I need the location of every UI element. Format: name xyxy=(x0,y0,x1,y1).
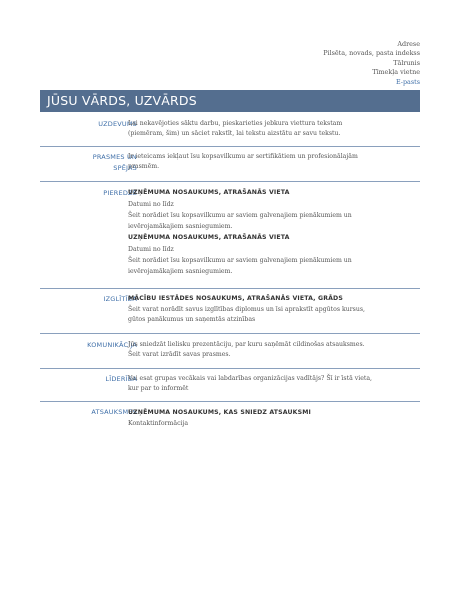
reference-title: UZŅĒMUMA NOSAUKUMS, KAS SNIEDZ ATSAUKSMI xyxy=(128,409,311,416)
skills-label-line1: PRASMES UN xyxy=(92,153,137,161)
contact-city: Pilsēta, novads, pasta indekss xyxy=(323,49,420,58)
job-description: Šeit norādiet īsu kopsavilkumu ar saviem galvenajiem pienākumiem un ievērojamākajiem sasniegumiem. xyxy=(128,257,352,275)
contact-phone: Tālrunis xyxy=(393,58,420,67)
name-banner xyxy=(40,90,420,112)
contact-website: Tīmekļa vietne xyxy=(372,68,420,77)
job-description: Šeit norādiet īsu kopsavilkumu ar saviem galvenajiem pienākumiem un ievērojamākajiem sasniegumiem. xyxy=(128,212,352,230)
section-label-experience: PIEREDZE xyxy=(103,189,137,197)
section-divider xyxy=(40,401,420,402)
section-divider xyxy=(40,181,420,182)
contact-email: E-pasts xyxy=(396,77,420,86)
section-content-objective xyxy=(128,119,376,139)
job-title: UZŅĒMUMA NOSAUKUMS, ATRAŠANĀS VIETA xyxy=(128,189,290,196)
section-label-communication: KOMUNIKĀCIJA xyxy=(87,341,137,349)
section-content-skills xyxy=(128,152,376,172)
section-content-references xyxy=(128,407,376,429)
section-content-communication xyxy=(128,340,376,360)
section-content-education xyxy=(128,294,376,325)
contact-block xyxy=(323,40,420,87)
section-label-skills xyxy=(40,152,137,174)
section-label-objective: UZDEVUMS xyxy=(98,120,137,128)
section-divider xyxy=(40,333,420,334)
section-divider xyxy=(40,288,420,289)
reference-contact: Kontaktinformācija xyxy=(128,420,189,427)
section-label-education: IZGLĪTĪBA xyxy=(103,295,137,303)
job-dates: Datumi no līdz xyxy=(128,200,174,208)
education-text: Šeit varat norādīt savus izglītības diplomus un īsi aprakstīt apgūtos kursus, gūtos panākumus un saņemtās atzinības xyxy=(128,306,365,323)
contact-address: Adrese xyxy=(397,40,420,48)
section-label-references: ATSAUKSMES xyxy=(91,408,137,416)
leadership-text: Vai esat grupas vecākais vai labdarības organizācijas vadītājs? Šī ir īstā vieta, kur par to informēt xyxy=(128,375,372,392)
communication-text: Jūs sniedzāt lielisku prezentāciju, par kuru saņēmāt cildinošas atsauksmes. Šeit varat izrādīt savas prasmes. xyxy=(128,341,365,358)
section-label-leadership: LĪDERĪBA xyxy=(105,375,137,383)
section-divider xyxy=(40,368,420,369)
section-divider xyxy=(40,146,420,147)
job-dates: Datumi no līdz xyxy=(128,245,174,253)
skills-label-line2: SPĒJAS xyxy=(113,164,137,172)
resume-name: JŪSU VĀRDS, UZVĀRDS xyxy=(47,93,197,108)
skills-text: Ir ieteicams iekļaut īsu kopsavilkumu ar sertifikātiem un profesionālajām prasmēm. xyxy=(128,153,358,170)
job-title: UZŅĒMUMA NOSAUKUMS, ATRAŠANĀS VIETA xyxy=(128,234,290,241)
objective-text: Lai nekavējoties sāktu darbu, pieskarieties jebkura viettura tekstam (piemēram, šim) un sāciet rakstīt, lai tekstu aizstātu ar savu tekstu. xyxy=(128,120,343,137)
section-content-leadership xyxy=(128,374,376,394)
section-content-experience xyxy=(128,188,376,277)
education-title: MĀCĪBU IESTĀDES NOSAUKUMS, ATRAŠANĀS VIETA, GRĀDS xyxy=(128,295,343,302)
